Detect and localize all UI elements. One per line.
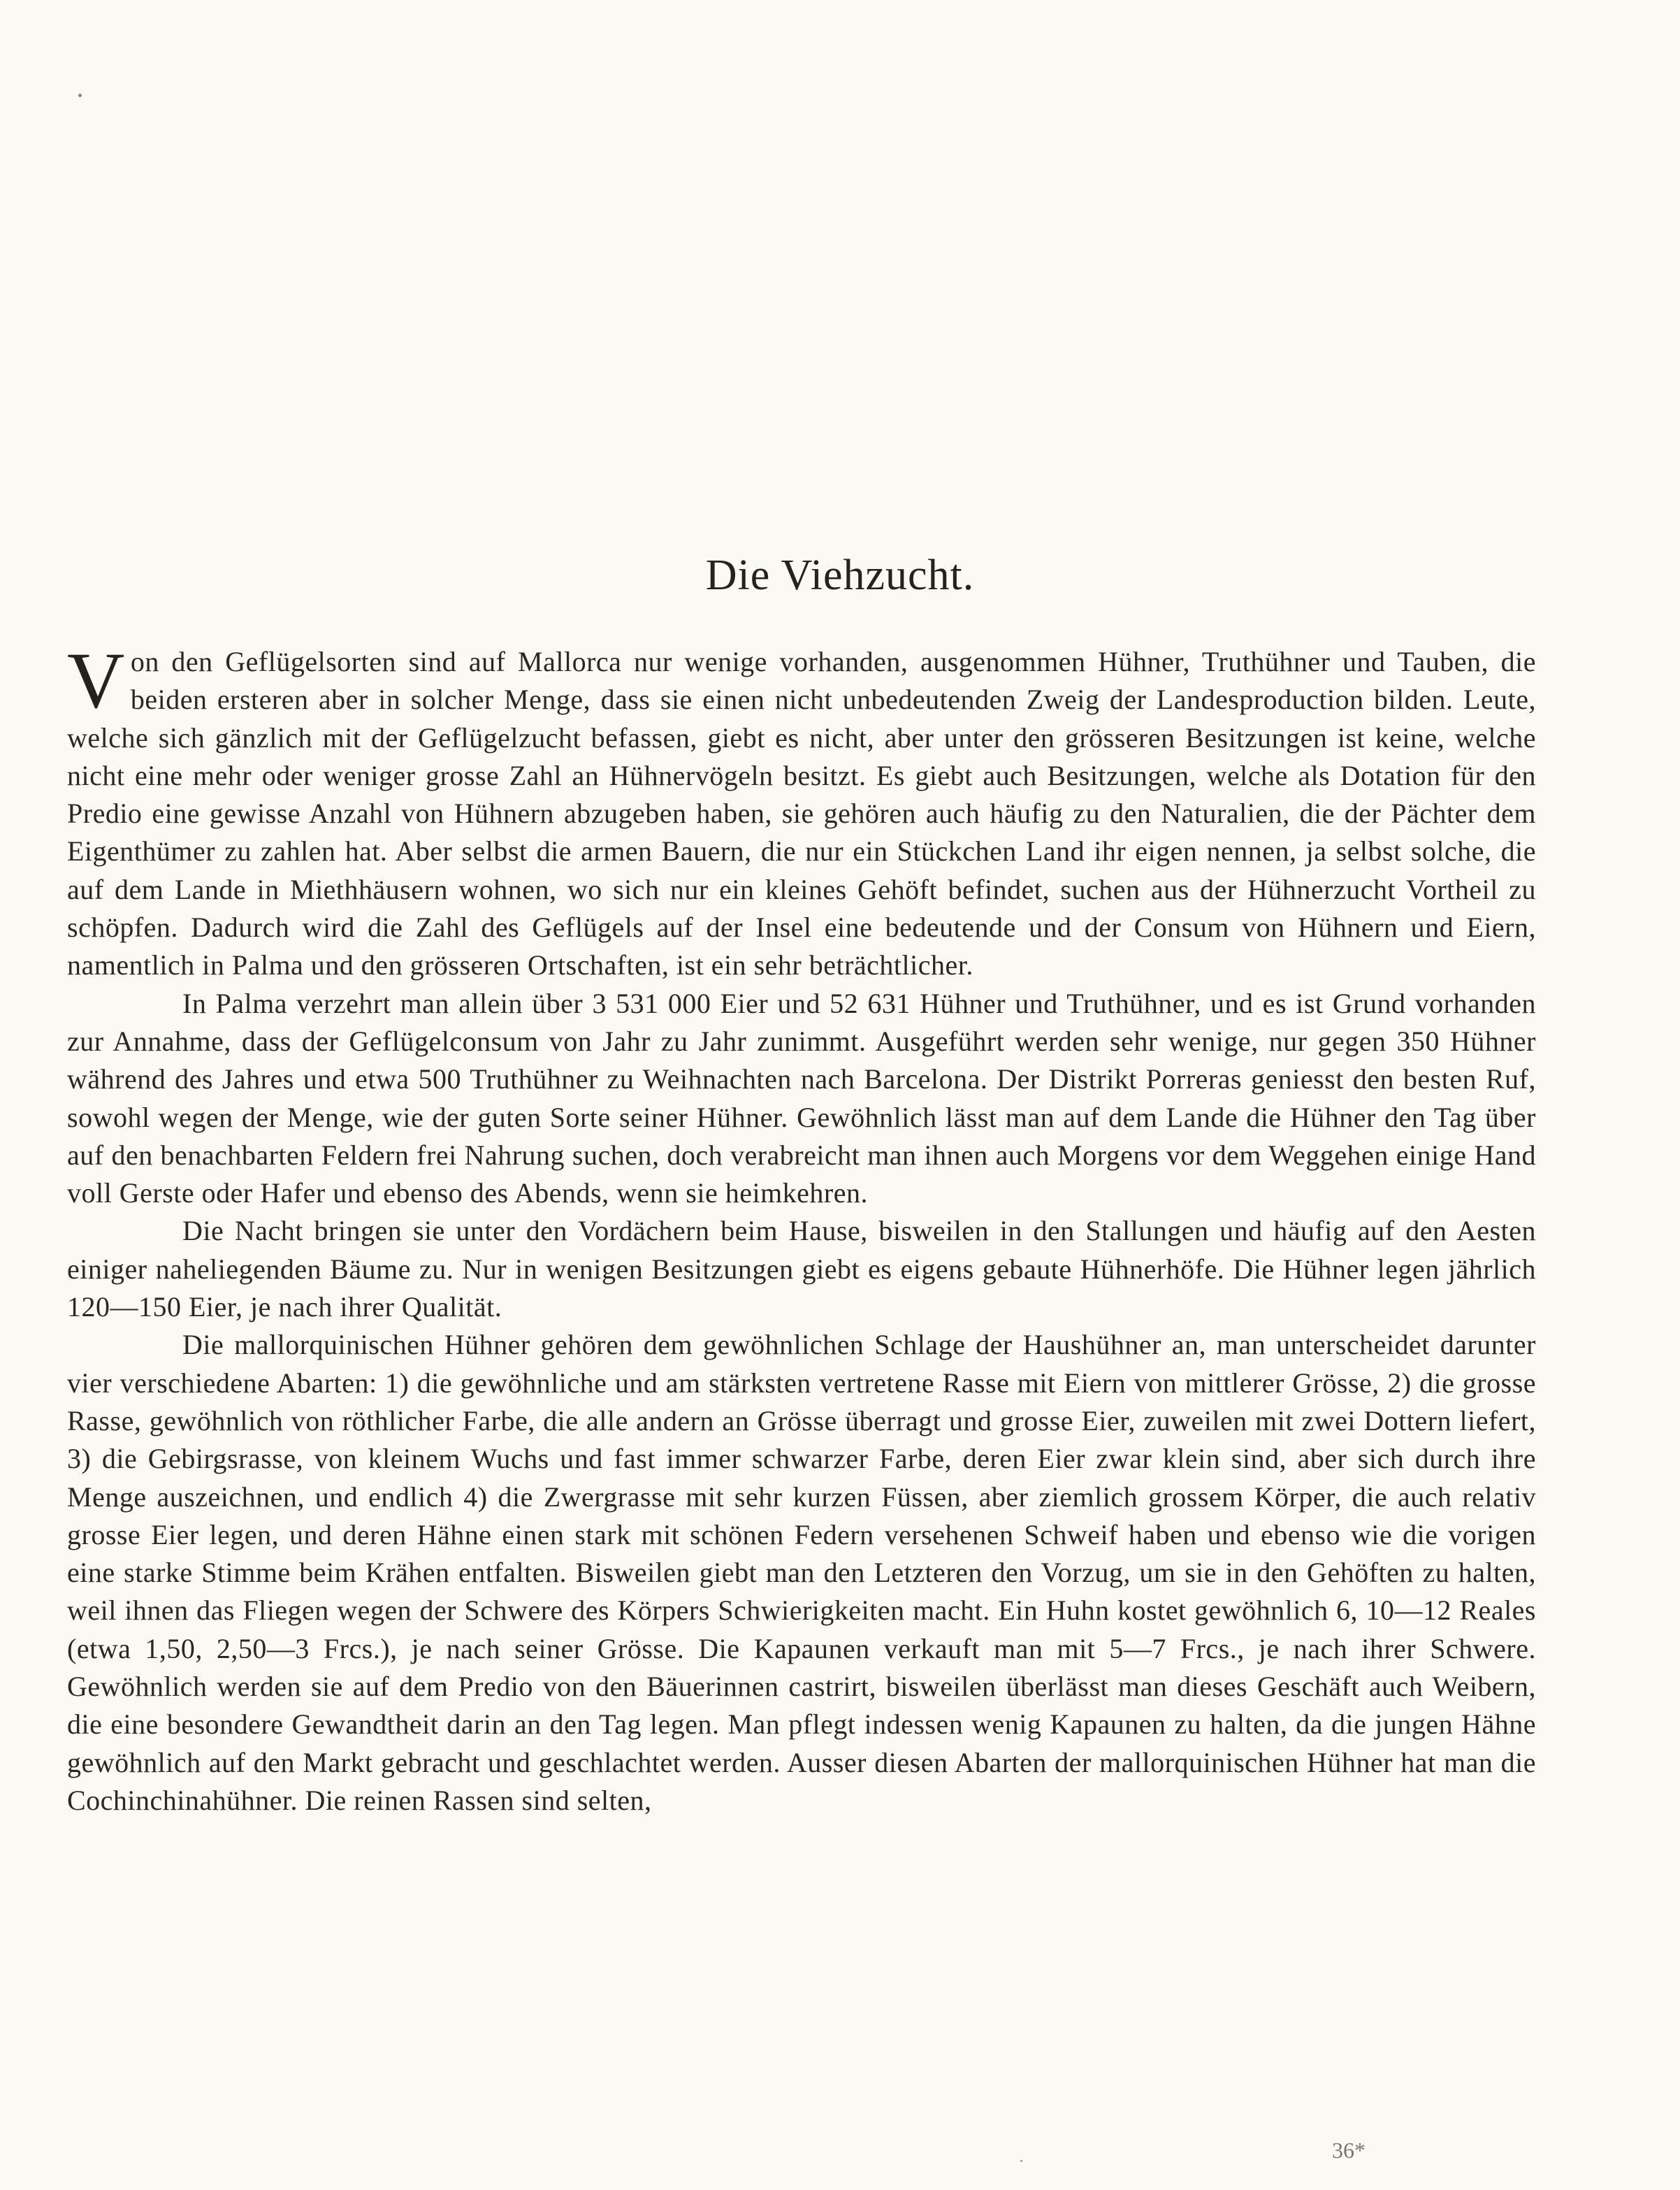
paragraph-3: Die Nacht bringen sie unter den Vordächern beim Hause, bisweilen in den Stallungen und häufig auf den Aesten einiger naheliegenden Bäume zu. Nur in wenigen Besitzungen giebt es eigens gebaute Hühnerhöfe. Die Hühner legen jährlich 120—150 Eier, je nach ihrer Qualität. — [67, 1215, 1536, 1323]
paragraph-1 — [67, 636, 1536, 985]
paragraph-2: In Palma verzehrt man allein über 3 531 000 Eier und 52 631 Hühner und Truthühner, und es ist Grund vorhanden zur Annahme, dass der Geflügelconsum von Jahr zu Jahr zunimmt. Ausgeführt werden sehr wenige, nur gegen 350 Hühner während des Jahres und etwa 500 Truthühner zu Weihnachten nach Barcelona. Der Distrikt Porreras geniesst den besten Ruf, sowohl wegen der Menge, wie der guten Sorte seiner Hühner. Gewöhnlich lässt man auf dem Lande die Hühner den Tag über auf den benachbarten Feldern frei Nahrung suchen, doch verabreicht man ihnen auch Morgens vor dem Weggehen einige Hand voll Gerste oder Hafer und ebenso des Abends, wenn sie heimkehren. — [67, 987, 1536, 1209]
paragraph-4: Die mallorquinischen Hühner gehören dem gewöhnlichen Schlage der Haushühner an, man unterscheidet darunter vier verschiedene Abarten: 1) die gewöhnliche und am stärksten vertretene Rasse mit Eiern von mittlerer Grösse, 2) die grosse Rasse, gewöhnlich von röthlicher Farbe, die alle andern an Grösse überragt und grosse Eier, zuweilen mit zwei Dottern liefert, 3) die Gebirgsrasse, von kleinem Wuchs und fast immer schwarzer Farbe, deren Eier zwar klein sind, aber sich durch ihre Menge auszeichnen, und endlich 4) die Zwergrasse mit sehr kurzen Füssen, aber ziemlich grossem Körper, die auch relativ grosse Eier legen, und deren Hähne einen stark mit schönen Federn versehenen Schweif haben und ebenso wie die vorigen eine starke Stimme beim Krähen entfalten. Bisweilen giebt man den Letzteren den Vorzug, um sie in den Gehöften zu halten, weil ihnen das Fliegen wegen der Schwere des Körpers Schwierigkeiten macht. Ein Huhn kostet gewöhnlich 6, 10—12 Reales (etwa 1,50, 2,50—3 Frcs.), je nach seiner Grösse. Die Kapaunen verkauft man mit 5—7 Frcs., je nach ihrer Schwere. Gewöhnlich werden sie auf dem Predio von den Bäuerinnen castrirt, bisweilen überlässt man dieses Geschäft auch Weibern, die eine besondere Gewandtheit darin an den Tag legen. Man pflegt indessen wenig Kapaunen zu halten, da die jungen Hähne gewöhnlich auf den Markt gebracht und geschlachtet werden. Ausser diesen Abarten der mallorquinischen Hühner hat man die Cochinchinahühner. Die reinen Rassen sind selten, — [67, 1329, 1536, 1816]
page-number: 36* — [1332, 2138, 1366, 2163]
drop-cap: V — [67, 636, 125, 725]
paper-speck — [78, 94, 82, 97]
paragraph-1-text: on den Geflügelsorten sind auf Mallorca nur wenige vorhanden, ausgenommen Hühner, Truthühner und Tauben, die beiden ersteren aber in solcher Menge, dass sie einen nicht unbedeutenden Zweig der Landesproduction bilden. Leute, welche sich gänzlich mit der Geflügelzucht befassen, giebt es nicht, aber unter den grösseren Besitzungen ist keine, welche nicht eine mehr oder weniger grosse Zahl an Hühnervögeln besitzt. Es giebt auch Besitzungen, welche als Dotation für den Predio eine gewisse Anzahl von Hühnern abzugeben haben, sie gehören auch häufig zu den Naturalien, die der Pächter dem Eigenthümer zu zahlen hat. Aber selbst die armen Bauern, die nur ein Stückchen Land ihr eigen nennen, ja selbst solche, die auf dem Lande in Miethhäusern wohnen, wo sich nur ein kleines Gehöft befindet, suchen aus der Hühnerzucht Vortheil zu schöpfen. Dadurch wird die Zahl des Geflügels auf der Insel eine bedeutende und der Consum von Hühnern und Eiern, namentlich in Palma und den grösseren Ortschaften, ist ein sehr beträchtlicher. — [67, 646, 1536, 981]
chapter-title: Die Viehzucht. — [705, 552, 975, 599]
body-text — [67, 636, 1536, 1820]
paper-speck — [1020, 2160, 1022, 2162]
